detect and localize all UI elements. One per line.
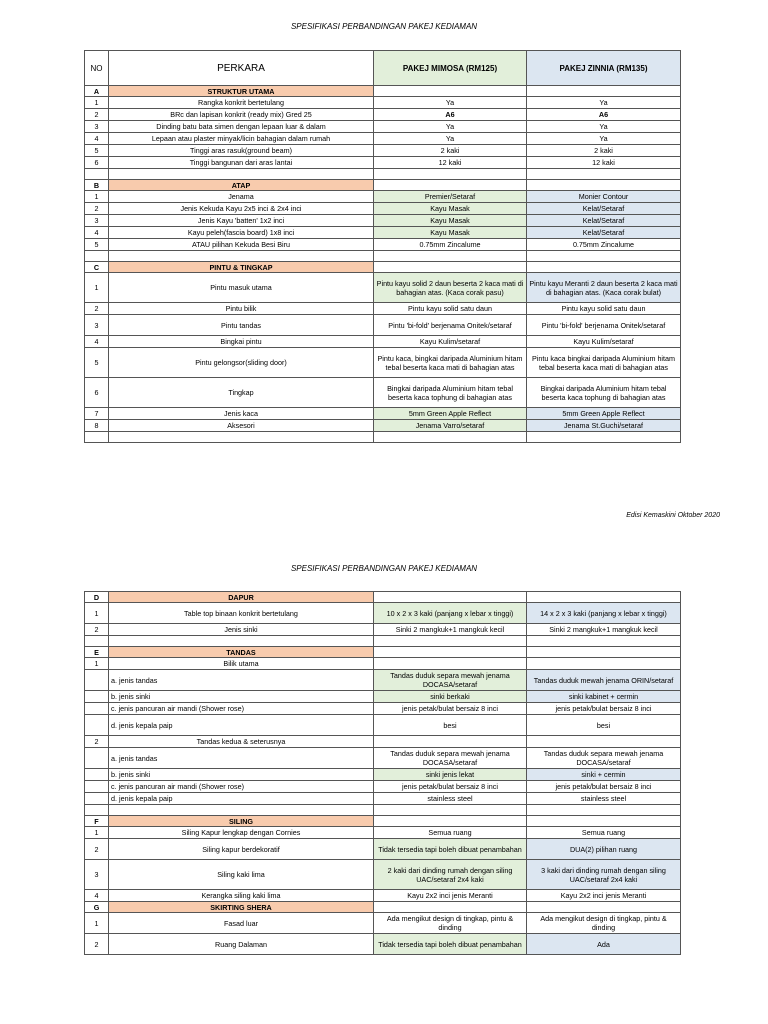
comparison-table-part1 <box>84 50 681 443</box>
section-row <box>85 816 681 827</box>
row-number: 5 <box>85 145 109 157</box>
table-header <box>85 51 681 86</box>
zinnia-value: A6 <box>527 109 681 121</box>
row-number: 5 <box>85 348 109 378</box>
zinnia-value: Pintu kayu Meranti 2 daun beserta 2 kaca mati di bahagian atas. (Kaca corak bulat) <box>527 273 681 303</box>
empty-cell <box>527 432 681 443</box>
table-row <box>85 715 681 736</box>
zinnia-value: 0.75mm Zincalume <box>527 239 681 251</box>
mimosa-value: Semua ruang <box>374 827 527 839</box>
section-letter: B <box>85 180 109 191</box>
item-description: Pintu bilik <box>109 303 374 315</box>
zinnia-value: Semua ruang <box>527 827 681 839</box>
table-row <box>85 691 681 703</box>
mimosa-value: besi <box>374 715 527 736</box>
item-description: Jenis sinki <box>109 624 374 636</box>
mimosa-value: jenis petak/bulat bersaiz 8 inci <box>374 781 527 793</box>
zinnia-value: Sinki 2 mangkuk+1 mangkuk kecil <box>527 624 681 636</box>
item-description: Jenis Kayu 'batten' 1x2 inci <box>109 215 374 227</box>
empty-cell <box>527 86 681 97</box>
zinnia-value: jenis petak/bulat bersaiz 8 inci <box>527 781 681 793</box>
table-row <box>85 890 681 902</box>
empty-cell <box>109 169 374 180</box>
item-description: BRc dan lapisan konkrit (ready mix) Gred 25 <box>109 109 374 121</box>
table-row <box>85 827 681 839</box>
mimosa-value: Pintu kayu solid satu daun <box>374 303 527 315</box>
row-number: 1 <box>85 191 109 203</box>
zinnia-value: Pintu kaca bingkai daripada Aluminium hitam tebal beserta kaca mati di bahagian atas <box>527 348 681 378</box>
item-description: d. jenis kepala paip <box>109 793 374 805</box>
mimosa-value: 0.75mm Zincalume <box>374 239 527 251</box>
empty-cell <box>85 805 109 816</box>
zinnia-value: Monier Contour <box>527 191 681 203</box>
empty-cell <box>527 592 681 603</box>
mimosa-value: Tidak tersedia tapi boleh dibuat penambahan <box>374 839 527 860</box>
table-row <box>85 273 681 303</box>
mimosa-value: Pintu 'bi-fold' berjenama Onitek/setaraf <box>374 315 527 336</box>
table-row <box>85 703 681 715</box>
row-number: 5 <box>85 239 109 251</box>
item-description: Pintu masuk utama <box>109 273 374 303</box>
zinnia-value: Kelat/Setaraf <box>527 203 681 215</box>
section-row <box>85 647 681 658</box>
section-title: SILING <box>109 816 374 827</box>
item-description: Rangka konkrit bertetulang <box>109 97 374 109</box>
row-number: 6 <box>85 157 109 169</box>
section-title: SKIRTING SHERA <box>109 902 374 913</box>
page-title: SPESIFIKASI PERBANDINGAN PAKEJ KEDIAMAN <box>290 22 478 31</box>
section-title: PINTU & TINGKAP <box>109 262 374 273</box>
item-description: Jenis Kekuda Kayu 2x5 inci & 2x4 inci <box>109 203 374 215</box>
mimosa-value: Pintu kaca, bingkai daripada Aluminium hitam tebal beserta kaca mati di bahagian atas <box>374 348 527 378</box>
spacer-row <box>85 636 681 647</box>
zinnia-value <box>527 658 681 670</box>
mimosa-value <box>374 736 527 748</box>
row-number: 4 <box>85 336 109 348</box>
zinnia-value: Kelat/Setaraf <box>527 215 681 227</box>
mimosa-value: Ya <box>374 97 527 109</box>
mimosa-value: Bingkai daripada Aluminium hitam tebal beserta kaca tophung di bahagian atas <box>374 378 527 408</box>
empty-cell <box>374 805 527 816</box>
table-row <box>85 109 681 121</box>
section-letter: A <box>85 86 109 97</box>
empty-cell <box>527 262 681 273</box>
item-description: Tingkap <box>109 378 374 408</box>
empty-cell <box>109 805 374 816</box>
mimosa-value: Tandas duduk separa mewah jenama DOCASA/setaraf <box>374 670 527 691</box>
row-number: 8 <box>85 420 109 432</box>
empty-cell <box>85 636 109 647</box>
mimosa-value: Kayu Masak <box>374 227 527 239</box>
header-mimosa: PAKEJ MIMOSA (RM125) <box>374 51 527 86</box>
empty-cell <box>374 816 527 827</box>
row-number <box>85 670 109 691</box>
zinnia-value: Jenama St.Guchi/setaraf <box>527 420 681 432</box>
mimosa-value: Kayu Masak <box>374 215 527 227</box>
table-row <box>85 348 681 378</box>
item-description: a. jenis tandas <box>109 748 374 769</box>
mimosa-value: Sinki 2 mangkuk+1 mangkuk kecil <box>374 624 527 636</box>
edition-note: Edisi Kemaskini Oktober 2020 <box>626 512 720 519</box>
mimosa-value: Pintu kayu solid 2 daun beserta 2 kaca mati di bahagian atas. (Kaca corak pasu) <box>374 273 527 303</box>
empty-cell <box>374 86 527 97</box>
table-row <box>85 145 681 157</box>
section-row <box>85 902 681 913</box>
empty-cell <box>527 805 681 816</box>
section-title: TANDAS <box>109 647 374 658</box>
section-title: STRUKTUR UTAMA <box>109 86 374 97</box>
zinnia-value: Tandas duduk separa mewah jenama DOCASA/setaraf <box>527 748 681 769</box>
zinnia-value: Kelat/Setaraf <box>527 227 681 239</box>
section-row <box>85 180 681 191</box>
spacer-row <box>85 251 681 262</box>
item-description: b. jenis sinki <box>109 691 374 703</box>
item-description: ATAU pilihan Kekuda Besi Biru <box>109 239 374 251</box>
empty-cell <box>374 647 527 658</box>
row-number: 2 <box>85 624 109 636</box>
mimosa-value: Kayu Kulim/setaraf <box>374 336 527 348</box>
table-row <box>85 215 681 227</box>
row-number <box>85 715 109 736</box>
mimosa-value: Kayu Masak <box>374 203 527 215</box>
table-row <box>85 121 681 133</box>
row-number: 1 <box>85 273 109 303</box>
row-number: 1 <box>85 603 109 624</box>
section-row <box>85 592 681 603</box>
mimosa-value: Jenama Varro/setaraf <box>374 420 527 432</box>
row-number: 7 <box>85 408 109 420</box>
empty-cell <box>374 251 527 262</box>
zinnia-value: Ada <box>527 934 681 955</box>
zinnia-value: jenis petak/bulat bersaiz 8 inci <box>527 703 681 715</box>
empty-cell <box>527 180 681 191</box>
empty-cell <box>109 251 374 262</box>
item-description: Siling kapur berdekoratif <box>109 839 374 860</box>
zinnia-value: Kayu Kulim/setaraf <box>527 336 681 348</box>
zinnia-value: Ada mengikut design di tingkap, pintu & dinding <box>527 913 681 934</box>
mimosa-value: 10 x 2 x 3 kaki (panjang x lebar x tinggi) <box>374 603 527 624</box>
zinnia-value: Ya <box>527 97 681 109</box>
item-description: a. jenis tandas <box>109 670 374 691</box>
table-row <box>85 97 681 109</box>
mimosa-value <box>374 658 527 670</box>
empty-cell <box>85 251 109 262</box>
empty-cell <box>374 636 527 647</box>
zinnia-value: stainless steel <box>527 793 681 805</box>
zinnia-value: Pintu 'bi-fold' berjenama Onitek/setaraf <box>527 315 681 336</box>
item-description: Siling kaki lima <box>109 860 374 890</box>
empty-cell <box>527 636 681 647</box>
header-no: NO <box>85 51 109 86</box>
zinnia-value: Pintu kayu solid satu daun <box>527 303 681 315</box>
row-number: 1 <box>85 827 109 839</box>
empty-cell <box>374 169 527 180</box>
item-description: Ruang Dalaman <box>109 934 374 955</box>
table-row <box>85 748 681 769</box>
zinnia-value: Kayu 2x2 inci jenis Meranti <box>527 890 681 902</box>
row-number: 4 <box>85 227 109 239</box>
mimosa-value: jenis petak/bulat bersaiz 8 inci <box>374 703 527 715</box>
item-description: Kerangka siling kaki lima <box>109 890 374 902</box>
row-number: 3 <box>85 860 109 890</box>
section-letter: F <box>85 816 109 827</box>
row-number <box>85 703 109 715</box>
item-description: Bilik utama <box>109 658 374 670</box>
row-number: 6 <box>85 378 109 408</box>
table-row <box>85 839 681 860</box>
empty-cell <box>527 816 681 827</box>
item-description: d. jenis kepala paip <box>109 715 374 736</box>
item-description: c. jenis pancuran air mandi (Shower rose) <box>109 781 374 793</box>
table-row <box>85 133 681 145</box>
table-row <box>85 603 681 624</box>
row-number: 3 <box>85 315 109 336</box>
empty-cell <box>374 180 527 191</box>
section-letter: C <box>85 262 109 273</box>
item-description: Jenis kaca <box>109 408 374 420</box>
mimosa-value: sinki berkaki <box>374 691 527 703</box>
mimosa-value: 2 kaki dari dinding rumah dengan siling UAC/setaraf 2x4 kaki <box>374 860 527 890</box>
spacer-row <box>85 169 681 180</box>
section-title: DAPUR <box>109 592 374 603</box>
table-row <box>85 624 681 636</box>
table-row <box>85 420 681 432</box>
item-description: Tinggi bangunan dari aras lantai <box>109 157 374 169</box>
item-description: c. jenis pancuran air mandi (Shower rose) <box>109 703 374 715</box>
header-perkara: PERKARA <box>109 51 374 86</box>
zinnia-value: DUA(2) pilihan ruang <box>527 839 681 860</box>
row-number: 1 <box>85 913 109 934</box>
zinnia-value: sinki kabinet + cermin <box>527 691 681 703</box>
empty-cell <box>374 262 527 273</box>
section-title: ATAP <box>109 180 374 191</box>
row-number <box>85 781 109 793</box>
zinnia-value: sinki + cermin <box>527 769 681 781</box>
zinnia-value: 5mm Green Apple Reflect <box>527 408 681 420</box>
item-description: Pintu tandas <box>109 315 374 336</box>
table-row <box>85 203 681 215</box>
zinnia-value: Tandas duduk mewah jenama ORIN/setaraf <box>527 670 681 691</box>
section-letter: E <box>85 647 109 658</box>
table-row <box>85 303 681 315</box>
item-description: Siling Kapur lengkap dengan Cornies <box>109 827 374 839</box>
row-number: 1 <box>85 97 109 109</box>
zinnia-value: besi <box>527 715 681 736</box>
mimosa-value: Ya <box>374 133 527 145</box>
empty-cell <box>85 169 109 180</box>
row-number: 2 <box>85 303 109 315</box>
empty-cell <box>109 432 374 443</box>
mimosa-value: Tidak tersedia tapi boleh dibuat penambahan <box>374 934 527 955</box>
zinnia-value: Ya <box>527 133 681 145</box>
spacer-row <box>85 805 681 816</box>
zinnia-value: 12 kaki <box>527 157 681 169</box>
empty-cell <box>527 647 681 658</box>
item-description: Pintu gelongsor(sliding door) <box>109 348 374 378</box>
comparison-table-part2 <box>84 591 681 955</box>
table-row <box>85 336 681 348</box>
table-row <box>85 670 681 691</box>
mimosa-value: 12 kaki <box>374 157 527 169</box>
table-row <box>85 239 681 251</box>
section-row <box>85 262 681 273</box>
page-title-2: SPESIFIKASI PERBANDINGAN PAKEJ KEDIAMAN <box>290 564 478 573</box>
mimosa-value: Premier/Setaraf <box>374 191 527 203</box>
item-description: Tandas kedua & seterusnya <box>109 736 374 748</box>
zinnia-value: 2 kaki <box>527 145 681 157</box>
item-description: Bingkai pintu <box>109 336 374 348</box>
table-row <box>85 378 681 408</box>
item-description: Fasad luar <box>109 913 374 934</box>
mimosa-value: 5mm Green Apple Reflect <box>374 408 527 420</box>
mimosa-value: Tandas duduk separa mewah jenama DOCASA/setaraf <box>374 748 527 769</box>
table-row <box>85 769 681 781</box>
empty-cell <box>374 902 527 913</box>
zinnia-value: 3 kaki dari dinding rumah dengan siling UAC/setaraf 2x4 kaki <box>527 860 681 890</box>
row-number: 2 <box>85 203 109 215</box>
table-row <box>85 736 681 748</box>
row-number: 4 <box>85 890 109 902</box>
row-number <box>85 793 109 805</box>
mimosa-value: 2 kaki <box>374 145 527 157</box>
empty-cell <box>85 432 109 443</box>
empty-cell <box>527 251 681 262</box>
row-number: 4 <box>85 133 109 145</box>
zinnia-value: Bingkai daripada Aluminium hitam tebal beserta kaca tophung di bahagian atas <box>527 378 681 408</box>
empty-cell <box>109 636 374 647</box>
row-number <box>85 691 109 703</box>
empty-cell <box>527 169 681 180</box>
table-row <box>85 658 681 670</box>
mimosa-value: sinki jenis lekat <box>374 769 527 781</box>
item-description: Kayu peleh(fascia board) 1x8 inci <box>109 227 374 239</box>
table-row <box>85 315 681 336</box>
mimosa-value: Kayu 2x2 inci jenis Meranti <box>374 890 527 902</box>
table-row <box>85 408 681 420</box>
section-letter: G <box>85 902 109 913</box>
item-description: Lepaan atau plaster minyak/licin bahagian dalam rumah <box>109 133 374 145</box>
mimosa-value: stainless steel <box>374 793 527 805</box>
table-row <box>85 913 681 934</box>
item-description: Table top binaan konkrit bertetulang <box>109 603 374 624</box>
item-description: Aksesori <box>109 420 374 432</box>
table-row <box>85 227 681 239</box>
section-letter: D <box>85 592 109 603</box>
item-description: Tinggi aras rasuk(ground beam) <box>109 145 374 157</box>
item-description: Dinding batu bata simen dengan lepaan luar & dalam <box>109 121 374 133</box>
empty-cell <box>374 592 527 603</box>
row-number: 2 <box>85 736 109 748</box>
zinnia-value: Ya <box>527 121 681 133</box>
row-number: 3 <box>85 121 109 133</box>
table-row <box>85 860 681 890</box>
spacer-row <box>85 432 681 443</box>
table-row <box>85 793 681 805</box>
header-zinnia: PAKEJ ZINNIA (RM135) <box>527 51 681 86</box>
row-number <box>85 769 109 781</box>
table-row <box>85 157 681 169</box>
row-number: 2 <box>85 839 109 860</box>
mimosa-value: Ada mengikut design di tingkap, pintu & dinding <box>374 913 527 934</box>
empty-cell <box>527 902 681 913</box>
table-row <box>85 934 681 955</box>
row-number: 2 <box>85 109 109 121</box>
row-number: 1 <box>85 658 109 670</box>
zinnia-value: 14 x 2 x 3 kaki (panjang x lebar x tinggi) <box>527 603 681 624</box>
row-number: 2 <box>85 934 109 955</box>
row-number <box>85 748 109 769</box>
zinnia-value <box>527 736 681 748</box>
mimosa-value: Ya <box>374 121 527 133</box>
item-description: b. jenis sinki <box>109 769 374 781</box>
item-description: Jenama <box>109 191 374 203</box>
empty-cell <box>374 432 527 443</box>
mimosa-value: A6 <box>374 109 527 121</box>
table-row <box>85 191 681 203</box>
table-row <box>85 781 681 793</box>
row-number: 3 <box>85 215 109 227</box>
section-row <box>85 86 681 97</box>
